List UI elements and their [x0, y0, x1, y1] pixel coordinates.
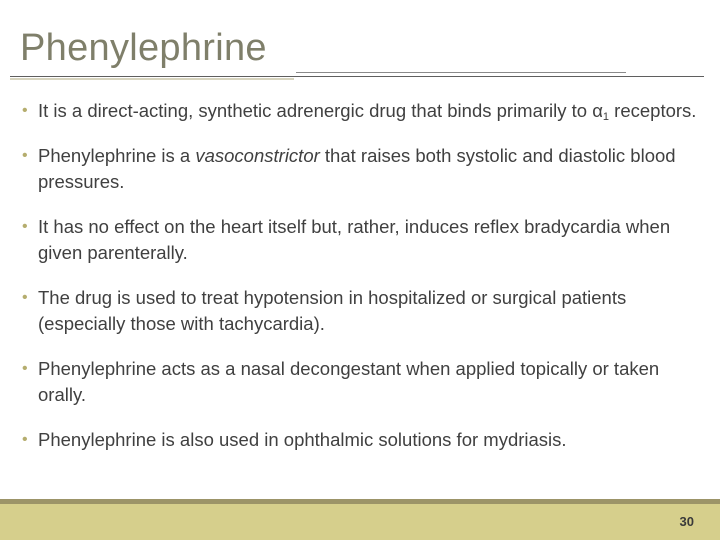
bullet-item	[22, 427, 702, 453]
bullet-item	[22, 214, 702, 266]
subscript: 1	[602, 111, 610, 123]
italic-term: vasoconstrictor	[195, 145, 320, 166]
bullet-text: Phenylephrine acts as a nasal decongestant when applied topically or taken orally.	[38, 358, 660, 405]
bullet-text-cont: receptors.	[609, 100, 697, 121]
title-rule-upper	[296, 72, 626, 73]
bullet-text-cont: that raises both systolic and diastolic blood pressures.	[38, 145, 676, 192]
bullet-marker-icon: •	[22, 431, 28, 448]
bullet-item	[22, 143, 702, 195]
bullet-marker-icon: •	[22, 360, 28, 377]
bullet-item	[22, 285, 702, 337]
bullet-text: Phenylephrine is a	[38, 145, 196, 166]
bullet-marker-icon: •	[22, 218, 28, 235]
bullet-text: It is a direct-acting, synthetic adrenergic drug that binds primarily to α	[38, 100, 603, 121]
bullet-item	[22, 98, 702, 124]
bullet-marker-icon: •	[22, 147, 28, 164]
footer-bar	[0, 504, 720, 540]
bullet-marker-icon: •	[22, 102, 28, 119]
bullet-item	[22, 356, 702, 408]
bullet-marker-icon: •	[22, 289, 28, 306]
bullet-text: The drug is used to treat hypotension in hospitalized or surgical patients (especially those with tachycardia).	[38, 287, 627, 334]
slide-title: Phenylephrine	[20, 27, 267, 69]
bullet-text: It has no effect on the heart itself but, rather, induces reflex bradycardia when given parenterally.	[38, 216, 671, 263]
bullet-text: Phenylephrine is also used in ophthalmic solutions for mydriasis.	[38, 429, 567, 450]
title-rule-accent	[10, 78, 294, 80]
title-rule	[10, 76, 704, 77]
bullet-list	[22, 98, 702, 472]
page-number: 30	[679, 514, 694, 529]
